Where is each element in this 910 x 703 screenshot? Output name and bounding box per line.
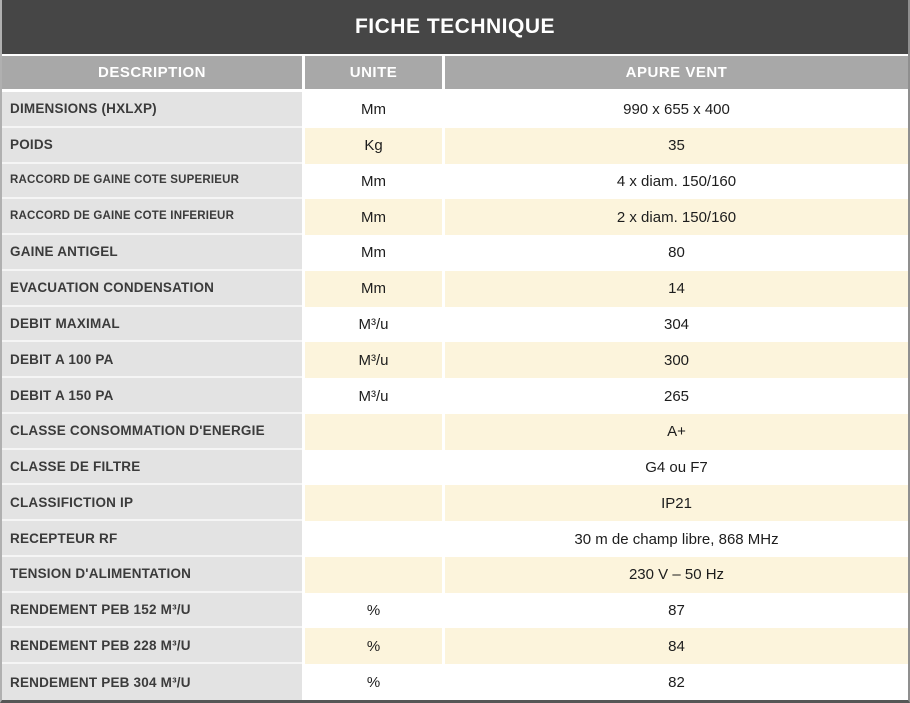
table-row — [2, 92, 908, 128]
table-row — [2, 235, 908, 271]
row-value: 80 — [445, 235, 908, 271]
table-row — [2, 664, 908, 700]
row-description: CLASSE DE FILTRE — [2, 450, 302, 486]
row-value: 265 — [445, 378, 908, 414]
table-row — [2, 557, 908, 593]
row-value: A+ — [445, 414, 908, 450]
row-unit: Mm — [305, 92, 442, 128]
row-description: DIMENSIONS (HXLXP) — [2, 92, 302, 128]
row-description: RECEPTEUR RF — [2, 521, 302, 557]
row-value: 2 x diam. 150/160 — [445, 199, 908, 235]
row-value: 30 m de champ libre, 868 MHz — [445, 521, 908, 557]
row-value: 35 — [445, 128, 908, 164]
table-row — [2, 128, 908, 164]
table-row — [2, 164, 908, 200]
table-header-row — [2, 56, 908, 89]
row-description: DEBIT MAXIMAL — [2, 307, 302, 343]
table-row — [2, 271, 908, 307]
row-unit: M³/u — [305, 342, 442, 378]
row-description: RENDEMENT PEB 304 M³/U — [2, 664, 302, 700]
row-description: DEBIT A 100 PA — [2, 342, 302, 378]
row-unit — [305, 557, 442, 593]
row-unit: M³/u — [305, 307, 442, 343]
row-unit: Mm — [305, 164, 442, 200]
row-unit — [305, 450, 442, 486]
table-body — [2, 92, 908, 700]
row-description: TENSION D'ALIMENTATION — [2, 557, 302, 593]
row-unit — [305, 521, 442, 557]
row-unit: % — [305, 628, 442, 664]
table-row — [2, 199, 908, 235]
sheet-title-bar — [2, 0, 908, 56]
table-row — [2, 593, 908, 629]
row-description: CLASSE CONSOMMATION D'ENERGIE — [2, 414, 302, 450]
row-unit: Mm — [305, 199, 442, 235]
row-value: 230 V – 50 Hz — [445, 557, 908, 593]
table-row — [2, 342, 908, 378]
table-row — [2, 485, 908, 521]
table-row — [2, 414, 908, 450]
row-unit — [305, 414, 442, 450]
row-unit: Mm — [305, 271, 442, 307]
row-unit — [305, 485, 442, 521]
row-value: 304 — [445, 307, 908, 343]
column-header-apure-vent: APURE VENT — [445, 56, 908, 89]
table-row — [2, 628, 908, 664]
row-description: RENDEMENT PEB 152 M³/U — [2, 593, 302, 629]
row-description: RENDEMENT PEB 228 M³/U — [2, 628, 302, 664]
row-value: 82 — [445, 664, 908, 700]
row-value: IP21 — [445, 485, 908, 521]
row-value: 84 — [445, 628, 908, 664]
row-value: 87 — [445, 593, 908, 629]
row-value: 300 — [445, 342, 908, 378]
table-row — [2, 307, 908, 343]
row-unit: M³/u — [305, 378, 442, 414]
row-value: 990 x 655 x 400 — [445, 92, 908, 128]
row-value: 14 — [445, 271, 908, 307]
row-unit: Kg — [305, 128, 442, 164]
row-description: POIDS — [2, 128, 302, 164]
row-description: RACCORD DE GAINE COTE INFERIEUR — [2, 199, 302, 235]
row-unit: Mm — [305, 235, 442, 271]
row-description: CLASSIFICTION IP — [2, 485, 302, 521]
row-value: G4 ou F7 — [445, 450, 908, 486]
table-row — [2, 450, 908, 486]
table-row — [2, 378, 908, 414]
column-header-description: DESCRIPTION — [2, 56, 302, 89]
table-row — [2, 521, 908, 557]
row-description: DEBIT A 150 PA — [2, 378, 302, 414]
row-description: RACCORD DE GAINE COTE SUPERIEUR — [2, 164, 302, 200]
row-unit: % — [305, 593, 442, 629]
row-unit: % — [305, 664, 442, 700]
row-description: EVACUATION CONDENSATION — [2, 271, 302, 307]
column-header-unit: UNITE — [305, 56, 442, 89]
row-description: GAINE ANTIGEL — [2, 235, 302, 271]
sheet-title: FICHE TECHNIQUE — [354, 15, 555, 38]
row-value: 4 x diam. 150/160 — [445, 164, 908, 200]
